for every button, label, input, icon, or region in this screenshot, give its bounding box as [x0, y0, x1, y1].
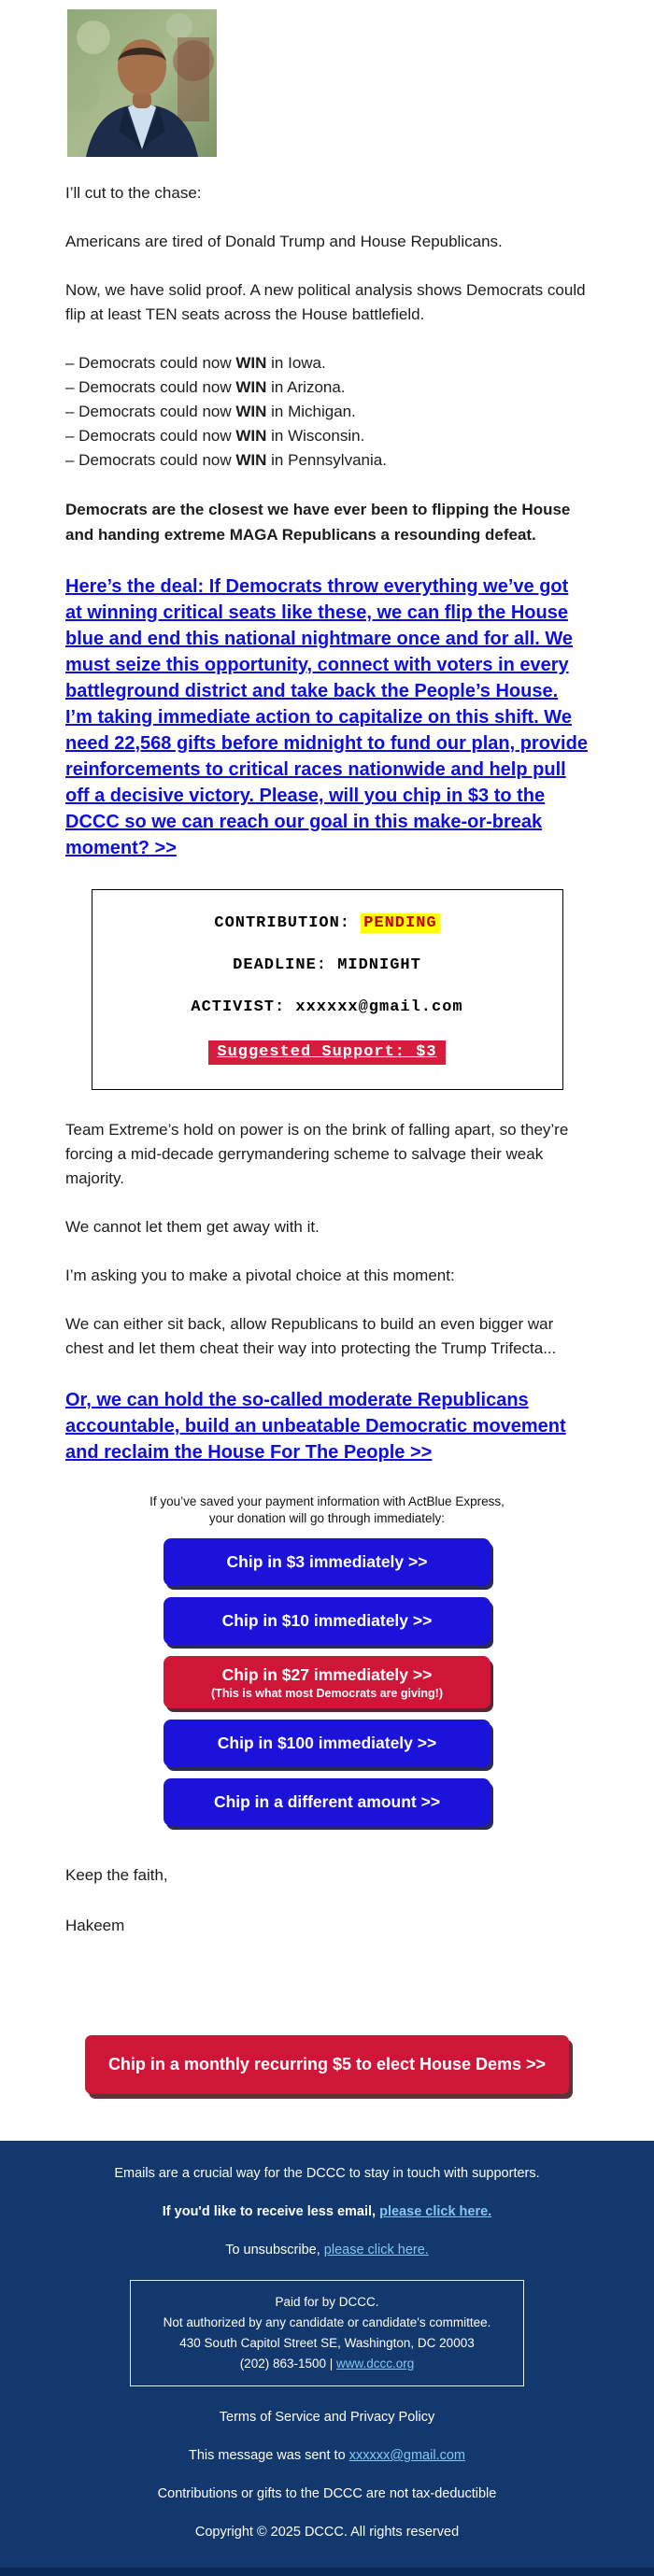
dccc-website-link[interactable]: www.dccc.org — [336, 2357, 415, 2371]
actblue-express-note: If you’ve saved your payment information with ActBlue Express, your donation will go through immediately: — [149, 1494, 505, 1525]
contribution-status-box — [92, 889, 563, 1090]
chip-in-27-subtext: (This is what most Democrats are giving!) — [211, 1687, 443, 1700]
body-paragraph-pivotal-choice: I’m asking you to make a pivotal choice at this moment: — [65, 1267, 455, 1284]
sent-to-email-link[interactable]: xxxxxx@gmail.com — [348, 2448, 465, 2463]
footer-unsubscribe-line: To unsubscribe, please click here. — [225, 2243, 429, 2258]
chip-in-27-button[interactable]: Chip in $27 immediately >> (This is what most Democrats are giving!) — [164, 1656, 490, 1708]
activist-line: ACTIVIST: xxxxxx@gmail.com — [191, 998, 463, 1016]
win-list — [65, 351, 589, 473]
signoff — [65, 1863, 589, 1938]
donate-button-group — [65, 1538, 589, 1826]
body-paragraph-team-extreme: Team Extreme’s hold on power is on the brink of falling apart, so they’re forcing a mid-decade gerrymandering scheme to salvage their weak majority. — [65, 1121, 569, 1187]
footer-less-email-line: If you'd like to receive less email, please click here. — [162, 2204, 492, 2219]
chip-in-3-button[interactable]: Chip in $3 immediately >> — [164, 1538, 490, 1586]
intro-paragraph-2: Americans are tired of Donald Trump and House Republicans. — [65, 233, 503, 250]
signoff-name: Hakeem — [65, 1917, 125, 1934]
monthly-recurring-button[interactable]: Chip in a monthly recurring $5 to elect House Dems >> — [85, 2035, 569, 2094]
chip-in-different-amount-button[interactable]: Chip in a different amount >> — [164, 1778, 490, 1826]
footer — [0, 2141, 654, 2576]
tax-deductible-line: Contributions or gifts to the DCCC are not tax-deductible — [157, 2486, 497, 2501]
sender-photo — [67, 9, 217, 157]
sent-to-line: This message was sent to xxxxxx@gmail.com — [189, 2448, 465, 2463]
win-list-item-wisconsin: – Democrats could now WIN in Wisconsin. — [65, 427, 365, 445]
intro-paragraph-1: I’ll cut to the chase: — [65, 184, 202, 202]
phone-line: (202) 863-1500 | www.dccc.org — [239, 2357, 415, 2371]
terms-privacy-link[interactable]: Terms of Service and Privacy Policy — [219, 2410, 435, 2425]
not-authorized-line: Not authorized by any candidate or candidate's committee. — [163, 2315, 491, 2329]
receive-less-email-link[interactable]: please click here. — [379, 2204, 492, 2219]
chip-in-100-button[interactable]: Chip in $100 immediately >> — [164, 1720, 490, 1767]
paid-for-line: Paid for by DCCC. — [275, 2295, 379, 2309]
suggested-support-line — [92, 1040, 562, 1065]
address-line: 430 South Capitol Street SE, Washington, DC 20003 — [179, 2336, 475, 2350]
paid-for-box — [130, 2280, 524, 2386]
emphasis-paragraph: Democrats are the closest we have ever been to flipping the House and handing extreme MAGA Republicans a resounding defeat. — [65, 501, 571, 544]
footer-crucial-text: Emails are a crucial way for the DCCC to stay in touch with supporters. — [114, 2166, 540, 2181]
contribution-status-line: CONTRIBUTION: PENDING — [92, 914, 562, 932]
unsubscribe-link[interactable]: please click here. — [323, 2243, 429, 2258]
chip-in-10-button[interactable]: Chip in $10 immediately >> — [164, 1597, 490, 1645]
deadline-line: DEADLINE: MIDNIGHT — [233, 956, 421, 974]
intro-paragraph-3: Now, we have solid proof. A new political analysis shows Democrats could flip at least TEN seats across the House battlefield. — [65, 281, 586, 323]
win-list-item-pennsylvania: – Democrats could now WIN in Pennsylvania. — [65, 451, 387, 469]
donate-link-paragraph-2[interactable]: Or, we can hold the so-called moderate Republicans accountable, build an unbeatable Democratic movement and reclaim the House For The People >> — [65, 1390, 566, 1463]
suggested-support-link[interactable]: Suggested Support: $3 — [208, 1040, 445, 1065]
email-body — [65, 0, 589, 2094]
terms-privacy-line — [0, 2409, 654, 2427]
win-list-item-iowa: – Democrats could now WIN in Iowa. — [65, 354, 326, 372]
signoff-line: Keep the faith, — [65, 1866, 168, 1884]
copyright-line: Copyright © 2025 DCCC. All rights reserved — [194, 2525, 460, 2540]
body-paragraph-sit-back: We can either sit back, allow Republicans to build an even bigger war chest and let them cheat their way into protecting the Trump Trifecta... — [65, 1315, 557, 1357]
win-list-item-arizona: – Democrats could now WIN in Arizona. — [65, 378, 346, 396]
donate-link-paragraph-1[interactable]: Here’s the deal: If Democrats throw everything we’ve got at winning critical seats like these, we can flip the House blue and end this national nightmare once and for all. We must seize this opportunity, connect with voters in every battleground district and take back the People’s House. I’m taking immediate action to capitalize on this shift. We need 22,568 gifts before midnight to fund our plan, provide reinforcements to critical races nationwide and help pull off a decisive victory. Please, will you chip in $3 to the DCCC so we can reach our goal in this make-or-break moment? >> — [65, 576, 588, 858]
footer-bottom-strip — [0, 2568, 654, 2576]
body-paragraph-cannot-let: We cannot let them get away with it. — [65, 1218, 320, 1236]
pending-badge: PENDING — [361, 913, 439, 933]
win-list-item-michigan: – Democrats could now WIN in Michigan. — [65, 403, 356, 420]
